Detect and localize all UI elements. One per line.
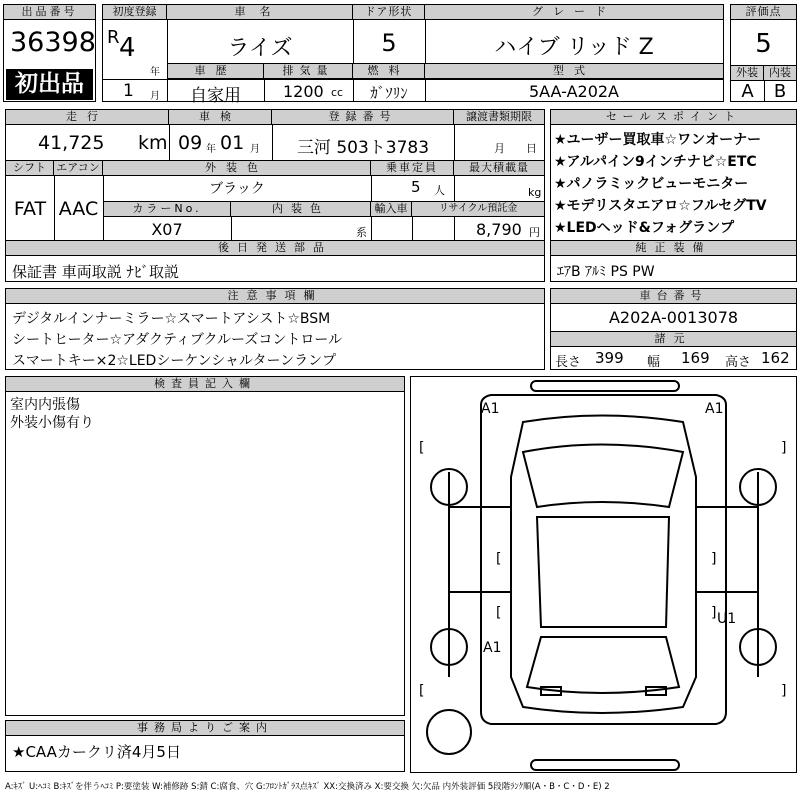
chassis-header: 車台番号	[551, 289, 796, 304]
shift: FAT	[13, 198, 47, 220]
svg-text:[: [	[496, 551, 502, 567]
model-header: 型式	[425, 64, 723, 79]
name-header: 車名	[167, 5, 353, 20]
air-conditioner: AAC	[58, 198, 99, 220]
sales-point-line: ★モデリスタエアロ☆フルセグTV	[554, 198, 767, 214]
inspector-note-line: 外装小傷有り	[10, 415, 94, 431]
mileage: 41,725	[38, 132, 105, 154]
sales-point-line: ★パノラミックビューモニター	[554, 176, 749, 192]
delivery-parts-text: 保証書 車両取説 ﾅﾋﾞ取説	[12, 263, 180, 281]
first-reg-year: 4	[119, 33, 136, 63]
height-label: 高さ	[725, 355, 752, 370]
grade-header: グレード	[425, 5, 723, 20]
damage-mark-rear-right: U1	[717, 611, 737, 627]
month-unit: 月	[150, 91, 160, 102]
legend-text: A:ｷｽﾞ U:ﾍｺﾐ B:ｷｽﾞを伴うﾍｺﾐ P:要塗装 W:補修跡 S:錆 C:腐食、穴 G:ﾌﾛﾝﾄｶﾞﾗｽ点ｷｽﾞ XX:交換済み X:要交換 欠:欠品 内外装評価 5段階ﾗﾝｸ順(A・B・C・D・E) 2	[5, 782, 610, 792]
car-diagram-box	[410, 376, 797, 773]
lot-number-box	[3, 4, 96, 102]
chassis-number: A202A-0013078	[608, 308, 739, 327]
car-name: ライズ	[227, 36, 293, 61]
spec-table	[5, 109, 545, 241]
model-code: 5AA-A202A	[528, 82, 619, 101]
history-header: 車歴	[168, 64, 264, 79]
sales-point-line: ★アルパイン9インチナビ☆ETC	[554, 154, 757, 170]
year-unit: 年	[150, 67, 160, 78]
mileage-header: 走行	[6, 110, 169, 125]
delivery-parts-box	[5, 240, 545, 282]
note-line: シートヒーター☆アダクティブクルーズコントロール	[12, 332, 343, 348]
office-header: 事務局よりご案内	[6, 721, 404, 736]
equipment-box	[550, 240, 797, 282]
divider	[167, 79, 723, 80]
inspection-year: 09	[178, 132, 203, 154]
sales-points-box	[550, 109, 797, 241]
capacity-header: 乗車定員	[371, 161, 454, 176]
height-value: 162	[761, 349, 790, 367]
office-box	[5, 720, 405, 772]
divider	[412, 217, 413, 240]
interior-color-header: 内装色	[231, 202, 371, 217]
notes-box	[5, 288, 545, 370]
door-header: ドア形状	[353, 5, 425, 20]
inspection-month-unit: 月	[250, 144, 260, 155]
score-box	[730, 4, 797, 102]
car-diagram	[411, 377, 796, 772]
divider	[231, 217, 232, 240]
era-mark: R	[107, 27, 120, 48]
displacement-header: 排気量	[264, 64, 353, 79]
fuel: ｶﾞｿﾘﾝ	[370, 84, 408, 102]
door-count: 5	[381, 29, 397, 57]
import-header: 輸入車	[371, 202, 412, 217]
spec-header: 諸元	[551, 332, 796, 347]
length-label: 長さ	[555, 355, 582, 370]
mileage-unit: km	[138, 132, 168, 154]
vehicle-history: 自家用	[190, 86, 241, 106]
deadline-month: 月	[494, 142, 505, 155]
registration-number: 三河 503ト3783	[296, 138, 430, 158]
color-number-header: カラーNo.	[104, 202, 231, 217]
svg-text:[: [	[419, 683, 425, 699]
inspector-note-line: 室内内張傷	[10, 397, 80, 413]
recycle-header: リサイクル預託金	[412, 202, 544, 217]
svg-text:]: ]	[711, 551, 717, 567]
damage-mark-front-left: A1	[481, 401, 500, 417]
note-line: デジタルインナーミラー☆スマートアシスト☆BSM	[12, 311, 331, 327]
divider	[454, 125, 455, 161]
exterior-grade: A	[741, 81, 754, 102]
vehicle-info-table	[102, 4, 724, 106]
svg-text:]: ]	[711, 605, 717, 621]
shift-header: シフト	[6, 161, 54, 176]
sales-point-line: ★ユーザー買取車☆ワンオーナー	[554, 132, 762, 148]
divider	[264, 79, 265, 101]
width-label: 幅	[647, 355, 661, 370]
note-line: スマートキー×2☆LEDシーケンシャルターンランプ	[12, 353, 337, 369]
max-load-header: 最大積載量	[454, 161, 544, 176]
lot-number: 36398	[10, 27, 96, 58]
lot-number-header: 出品番号	[4, 5, 95, 20]
interior-header: 内装	[764, 66, 796, 81]
ac-header: エアコン	[54, 161, 103, 176]
width-value: 169	[681, 349, 710, 367]
score-header: 評価点	[731, 5, 796, 20]
svg-text:]: ]	[781, 683, 787, 699]
equipment-header: 純正装備	[551, 241, 796, 256]
chassis-box	[550, 288, 797, 370]
registration-header: 登録番号	[272, 110, 454, 125]
length-value: 399	[595, 349, 624, 367]
equipment-text: ｴｱB ｱﾙﾐ PS PW	[557, 264, 655, 280]
fuel-header: 燃料	[353, 64, 425, 79]
overall-score: 5	[755, 29, 772, 59]
max-load-unit: kg	[528, 186, 542, 199]
sales-points-header: セールスポイント	[551, 110, 796, 125]
exterior-header: 外装	[731, 66, 764, 81]
recycle-fee: 8,790	[476, 220, 522, 239]
color-number: X07	[151, 220, 183, 239]
svg-text:]: ]	[781, 440, 787, 456]
inspector-box	[5, 376, 405, 716]
damage-mark-front-right: A1	[705, 401, 724, 417]
office-text: ★CAAカークリ済4月5日	[12, 743, 181, 761]
inspector-header: 検査員記入欄	[6, 377, 404, 392]
notes-header: 注意事項欄	[6, 289, 544, 304]
exterior-color-header: 外装色	[103, 161, 371, 176]
divider	[103, 79, 167, 80]
svg-text:[: [	[419, 440, 425, 456]
interior-grade: B	[773, 81, 787, 102]
damage-mark-rear-left: A1	[483, 640, 502, 656]
inspection-header: 車検	[169, 110, 272, 125]
svg-text:[: [	[496, 605, 502, 621]
divider	[169, 125, 170, 161]
grade: ハイブ リッド Z	[494, 35, 654, 60]
capacity-unit: 人	[434, 184, 445, 197]
delivery-parts-header: 後日発送部品	[6, 241, 544, 256]
inspection-year-unit: 年	[206, 144, 216, 155]
inspection-month: 01	[220, 132, 245, 154]
first-reg-header: 初度登録	[103, 5, 167, 20]
deadline-day: 日	[526, 142, 537, 155]
sales-point-line: ★LEDヘッド&フォグランプ	[554, 220, 735, 236]
displacement-unit: cc	[331, 86, 344, 99]
capacity: 5	[411, 178, 421, 196]
displacement: 1200	[283, 82, 324, 101]
deadline-header: 譲渡書類期限	[454, 110, 544, 125]
exterior-color: ブラック	[209, 181, 265, 197]
first-reg-month: 1	[123, 81, 134, 101]
interior-color-unit: 系	[356, 226, 367, 239]
first-listing-badge: 初出品	[6, 69, 93, 100]
recycle-unit: 円	[529, 226, 540, 239]
